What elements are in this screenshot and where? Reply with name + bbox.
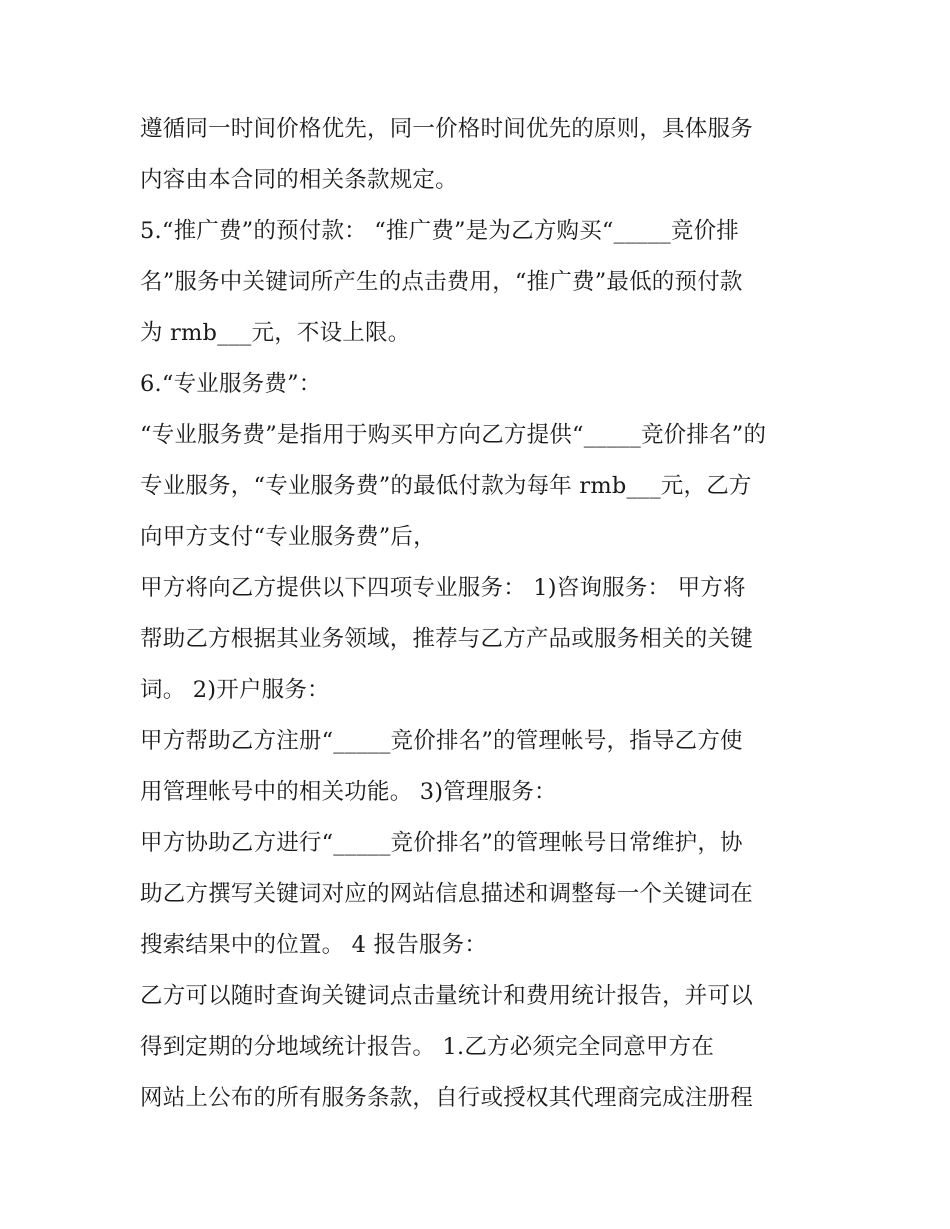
contract-text-body	[140, 107, 830, 1127]
text-line: 5.“推广费”的预付款： “推广费”是为乙方购买“_____竞价排	[140, 218, 739, 244]
text-line: 得到定期的分地域统计报告。 1.乙方必须完全同意甲方在	[140, 1034, 715, 1060]
text-line: 帮助乙方根据其业务领域，推荐与乙方产品或服务相关的关键	[140, 626, 753, 652]
text-line: 遵循同一时间价格优先，同一价格时间优先的原则，具体服务	[140, 116, 753, 142]
text-line: 甲方帮助乙方注册“_____竞价排名”的管理帐号，指导乙方使	[140, 728, 743, 754]
text-line: 名”服务中关键词所产生的点击费用，“推广费”最低的预付款	[140, 269, 743, 295]
text-line: 词。 2)开户服务：	[140, 677, 330, 703]
text-line: “专业服务费”是指用于购买甲方向乙方提供“_____竞价排名”的	[140, 422, 767, 448]
text-line: 网站上公布的所有服务条款，自行或授权其代理商完成注册程	[140, 1085, 753, 1111]
text-line: 乙方可以随时查询关键词点击量统计和费用统计报告，并可以	[140, 983, 753, 1009]
text-line: 为 rmb___元，不设上限。	[140, 320, 411, 346]
text-line: 向甲方支付“专业服务费”后，	[140, 524, 436, 550]
text-line: 6.“专业服务费”：	[140, 371, 322, 397]
text-line: 助乙方撰写关键词对应的网站信息描述和调整每一个关键词在	[140, 881, 753, 907]
text-line: 甲方协助乙方进行“_____竞价排名”的管理帐号日常维护，协	[140, 830, 743, 856]
text-line: 用管理帐号中的相关功能。 3)管理服务：	[140, 779, 557, 805]
text-line: 甲方将向乙方提供以下四项专业服务： 1)咨询服务： 甲方将	[140, 575, 746, 601]
text-line: 内容由本合同的相关条款规定。	[140, 167, 458, 193]
text-line: 搜索结果中的位置。 4 报告服务：	[140, 932, 488, 958]
text-line: 专业服务，“专业服务费”的最低付款为每年 rmb___元，乙方	[140, 473, 752, 499]
